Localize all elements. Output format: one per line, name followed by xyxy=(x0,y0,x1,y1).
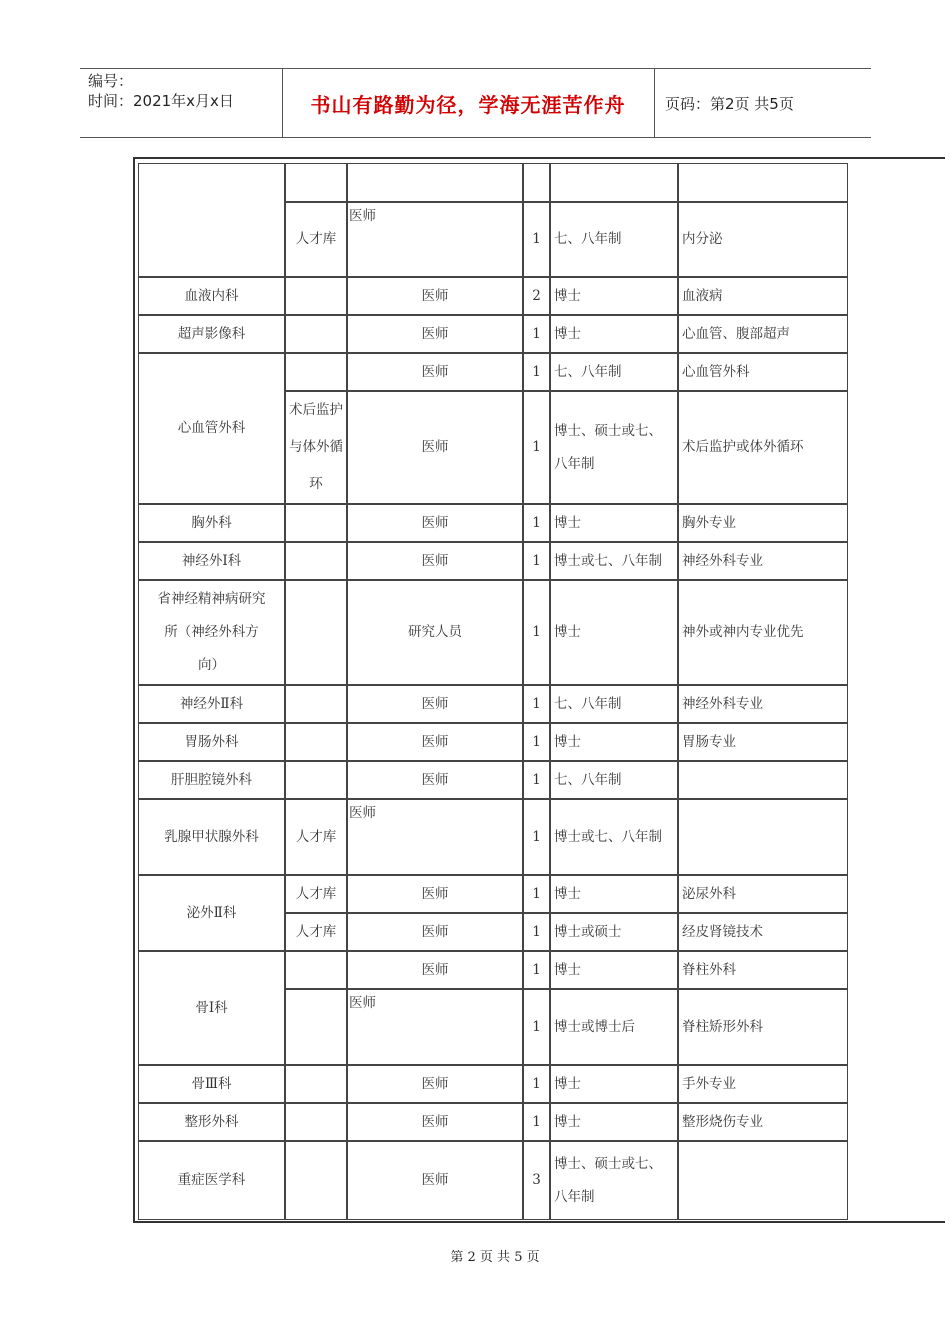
count-cell xyxy=(523,163,550,202)
major-cell: 术后监护或体外循环 xyxy=(678,391,848,504)
sub-cell xyxy=(285,1103,347,1141)
position-cell: 医师 xyxy=(347,1065,523,1103)
major-cell: 整形烧伤专业 xyxy=(678,1103,848,1141)
count-cell: 1 xyxy=(523,542,550,580)
major-cell: 手外专业 xyxy=(678,1065,848,1103)
dept-cell: 泌外Ⅱ科 xyxy=(138,875,285,951)
dept-cell: 省神经精神病研究所（神经外科方向） xyxy=(138,580,285,685)
major-cell: 胃肠专业 xyxy=(678,723,848,761)
sub-cell: 人才库 xyxy=(285,875,347,913)
degree-cell: 博士或七、八年制 xyxy=(550,799,678,875)
degree-cell: 博士 xyxy=(550,1103,678,1141)
sub-cell: 人才库 xyxy=(285,202,347,277)
frame-top xyxy=(133,157,945,159)
time-label: 时间：2021年x月x日 xyxy=(88,92,234,110)
sub-cell xyxy=(285,761,347,799)
count-cell: 1 xyxy=(523,391,550,504)
degree-cell: 博士 xyxy=(550,580,678,685)
sub-cell: 人才库 xyxy=(285,913,347,951)
major-cell xyxy=(678,1141,848,1220)
position-cell: 医师 xyxy=(347,799,523,875)
major-cell: 胸外专业 xyxy=(678,504,848,542)
degree-cell: 博士 xyxy=(550,951,678,989)
sub-cell xyxy=(285,277,347,315)
count-cell: 3 xyxy=(523,1141,550,1220)
sub-cell xyxy=(285,1065,347,1103)
major-cell: 泌尿外科 xyxy=(678,875,848,913)
degree-cell: 博士 xyxy=(550,315,678,353)
degree-cell: 博士或博士后 xyxy=(550,989,678,1065)
degree-cell: 博士 xyxy=(550,723,678,761)
major-cell: 血液病 xyxy=(678,277,848,315)
position-cell: 医师 xyxy=(347,989,523,1065)
degree-cell: 博士、硕士或七、八年制 xyxy=(550,391,678,504)
header-page-cell xyxy=(655,69,871,137)
sub-cell xyxy=(285,951,347,989)
major-cell: 心血管、腹部超声 xyxy=(678,315,848,353)
count-cell: 1 xyxy=(523,353,550,391)
position-cell: 研究人员 xyxy=(347,580,523,685)
sub-cell xyxy=(285,685,347,723)
sub-cell xyxy=(285,504,347,542)
count-cell: 1 xyxy=(523,761,550,799)
sub-cell xyxy=(285,1141,347,1220)
motto: 书山有路勤为径，学海无涯苦作舟 xyxy=(310,92,626,117)
count-cell: 2 xyxy=(523,277,550,315)
major-cell: 经皮肾镜技术 xyxy=(678,913,848,951)
major-cell xyxy=(678,799,848,875)
sub-cell xyxy=(285,163,347,202)
degree-cell: 博士 xyxy=(550,1065,678,1103)
dept-cell: 胸外科 xyxy=(138,504,285,542)
recruitment-table xyxy=(138,163,848,1220)
degree-cell: 七、八年制 xyxy=(550,761,678,799)
major-cell: 神外或神内专业优先 xyxy=(678,580,848,685)
dept-cell: 骨Ⅰ科 xyxy=(138,951,285,1065)
dept-cell: 整形外科 xyxy=(138,1103,285,1141)
count-cell: 1 xyxy=(523,1065,550,1103)
number-label: 编号： xyxy=(88,72,134,90)
position-cell: 医师 xyxy=(347,202,523,277)
sub-cell: 人才库 xyxy=(285,799,347,875)
degree-cell: 七、八年制 xyxy=(550,353,678,391)
position-cell: 医师 xyxy=(347,875,523,913)
degree-cell: 博士 xyxy=(550,875,678,913)
header-meta-cell xyxy=(80,69,283,137)
major-cell xyxy=(678,761,848,799)
degree-cell: 博士或硕士 xyxy=(550,913,678,951)
header-motto-cell xyxy=(282,69,655,137)
count-cell: 1 xyxy=(523,989,550,1065)
count-cell: 1 xyxy=(523,799,550,875)
degree-cell: 博士 xyxy=(550,277,678,315)
position-cell: 医师 xyxy=(347,685,523,723)
position-cell: 医师 xyxy=(347,277,523,315)
position-cell: 医师 xyxy=(347,504,523,542)
sub-cell xyxy=(285,580,347,685)
degree-cell xyxy=(550,163,678,202)
major-cell: 脊柱矫形外科 xyxy=(678,989,848,1065)
sub-cell xyxy=(285,542,347,580)
position-cell: 医师 xyxy=(347,315,523,353)
count-cell: 1 xyxy=(523,580,550,685)
count-cell: 1 xyxy=(523,723,550,761)
count-cell: 1 xyxy=(523,913,550,951)
position-cell: 医师 xyxy=(347,761,523,799)
major-cell: 脊柱外科 xyxy=(678,951,848,989)
frame-left xyxy=(133,157,135,1223)
dept-cell: 心血管外科 xyxy=(138,353,285,504)
count-cell: 1 xyxy=(523,685,550,723)
sub-cell xyxy=(285,989,347,1065)
dept-cell: 肝胆腔镜外科 xyxy=(138,761,285,799)
degree-cell: 七、八年制 xyxy=(550,685,678,723)
count-cell: 1 xyxy=(523,315,550,353)
dept-cell: 乳腺甲状腺外科 xyxy=(138,799,285,875)
position-cell: 医师 xyxy=(347,723,523,761)
degree-cell: 博士 xyxy=(550,504,678,542)
document-header xyxy=(80,68,871,138)
dept-cell: 重症医学科 xyxy=(138,1141,285,1220)
dept-cell: 超声影像科 xyxy=(138,315,285,353)
major-cell: 神经外科专业 xyxy=(678,542,848,580)
page-info: 页码：第2页 共5页 xyxy=(665,94,794,113)
dept-cell: 神经外Ⅱ科 xyxy=(138,685,285,723)
position-cell: 医师 xyxy=(347,391,523,504)
position-cell: 医师 xyxy=(347,353,523,391)
count-cell: 1 xyxy=(523,504,550,542)
count-cell: 1 xyxy=(523,951,550,989)
position-cell: 医师 xyxy=(347,951,523,989)
sub-cell xyxy=(285,353,347,391)
degree-cell: 博士或七、八年制 xyxy=(550,542,678,580)
count-cell: 1 xyxy=(523,1103,550,1141)
dept-cell: 胃肠外科 xyxy=(138,723,285,761)
major-cell: 内分泌 xyxy=(678,202,848,277)
count-cell: 1 xyxy=(523,875,550,913)
dept-cell: 神经外Ⅰ科 xyxy=(138,542,285,580)
position-cell: 医师 xyxy=(347,1103,523,1141)
sub-cell: 术后监护与体外循环 xyxy=(285,391,347,504)
position-cell: 医师 xyxy=(347,1141,523,1220)
major-cell: 神经外科专业 xyxy=(678,685,848,723)
degree-cell: 博士、硕士或七、八年制 xyxy=(550,1141,678,1220)
frame-bottom xyxy=(133,1221,945,1223)
major-cell: 心血管外科 xyxy=(678,353,848,391)
dept-cell: 骨Ⅲ科 xyxy=(138,1065,285,1103)
sub-cell xyxy=(285,315,347,353)
major-cell xyxy=(678,163,848,202)
dept-cell: 血液内科 xyxy=(138,277,285,315)
count-cell: 1 xyxy=(523,202,550,277)
position-cell: 医师 xyxy=(347,913,523,951)
sub-cell xyxy=(285,723,347,761)
degree-cell: 七、八年制 xyxy=(550,202,678,277)
dept-cell xyxy=(138,163,285,277)
position-cell: 医师 xyxy=(347,542,523,580)
page-footer: 第 2 页 共 5 页 xyxy=(450,1250,540,1265)
position-cell xyxy=(347,163,523,202)
